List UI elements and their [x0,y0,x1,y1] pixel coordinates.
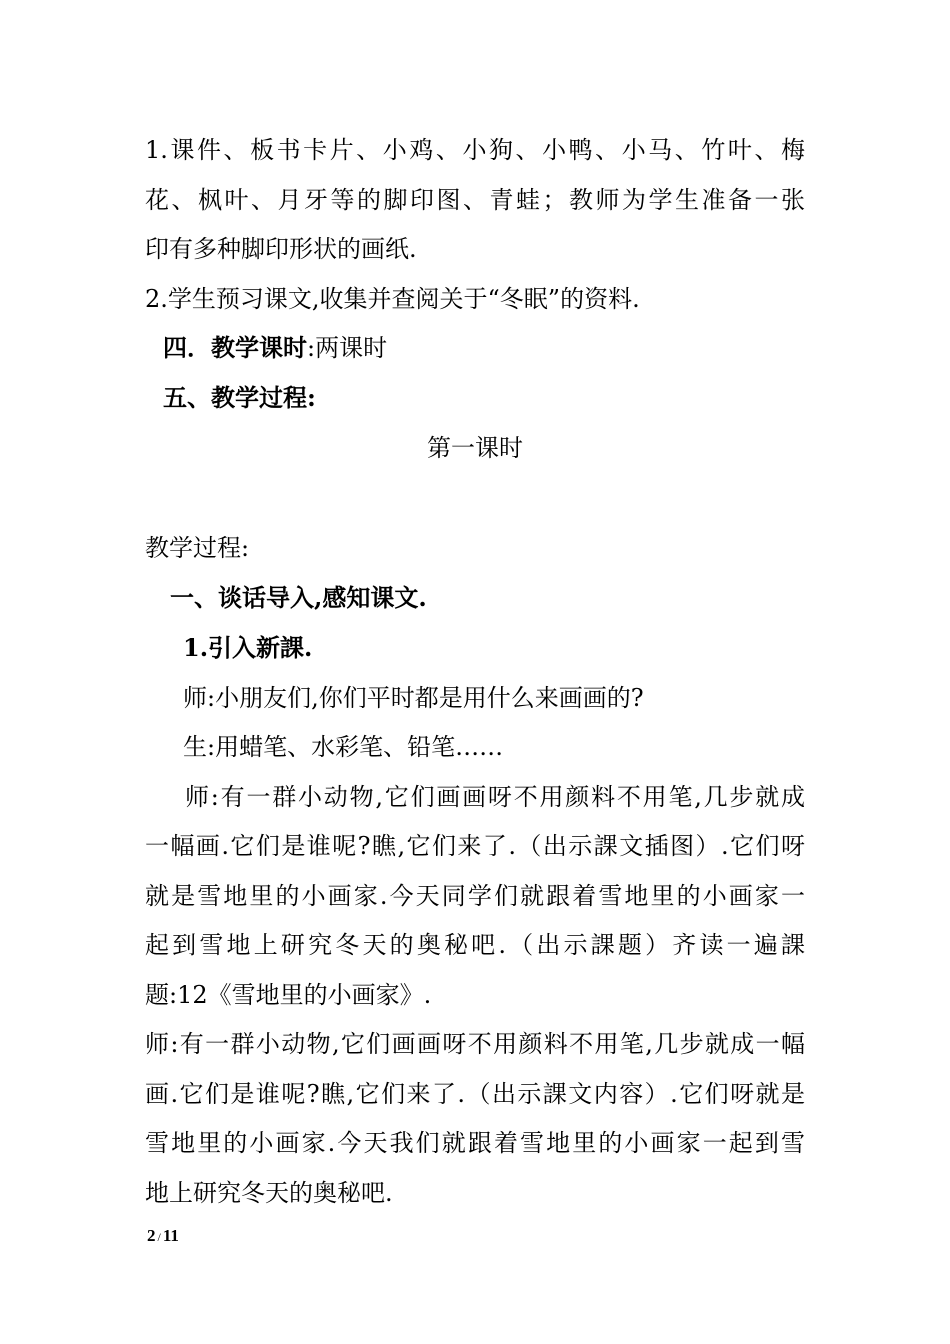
text-line: 雪地里的小画家.今天我们就跟着雪地里的小画家一起到雪 [145,1129,805,1157]
heading-line [163,332,823,364]
text-line: 就是雪地里的小画家.今天同学们就跟着雪地里的小画家一 [145,882,805,910]
section-heading: 五、教学过程: [163,383,316,412]
section-heading: 一、谈话导入,感知课文. [170,583,427,612]
section-heading: 四．教学课时 [163,333,307,362]
text-line: 1.课件、板书卡片、小鸡、小狗、小鸭、小马、竹叶、梅 [145,136,805,164]
text-line: 2.学生预习课文,收集并查阅关于“冬眠”的资料. [145,285,640,313]
page-number [147,1226,179,1246]
dialogue-line: 师:小朋友们,你们平时都是用什么来画画的? [183,684,644,712]
text-line: 印有多种脚印形状的画纸. [145,235,417,263]
text-line: 地上研究冬天的奥秘吧. [145,1179,393,1207]
dialogue-line: 生:用蜡笔、水彩笔、铅笔…… [183,733,504,761]
page-separator: / [157,1230,161,1244]
text-line: 一幅画.它们是谁呢?瞧,它们来了.（出示課文插图）.它们呀 [145,832,805,860]
text-line: 画.它们是谁呢?瞧,它们来了.（出示課文内容）.它们呀就是 [145,1080,805,1108]
lesson-title: 第一课时 [427,434,523,462]
text-line: 师:有一群小动物,它们画画呀不用颜料不用笔,几步就成 [185,783,805,811]
text-line: 题:12《雪地里的小画家》. [145,981,432,1009]
total-pages: 11 [162,1226,179,1245]
text-line: 花、枫叶、月牙等的脚印图、青蛙；教师为学生准备一张 [145,186,805,214]
text-line: 教学过程: [145,534,250,562]
current-page: 2 [147,1226,156,1245]
text-line: 师:有一群小动物,它们画画呀不用颜料不用笔,几步就成一幅 [145,1030,805,1058]
heading-value: :两课时 [307,334,388,362]
sub-heading: 1.引入新課. [183,633,313,662]
text-line: 起到雪地上研究冬天的奥秘吧.（出示課题）齐读一遍課 [145,931,805,959]
